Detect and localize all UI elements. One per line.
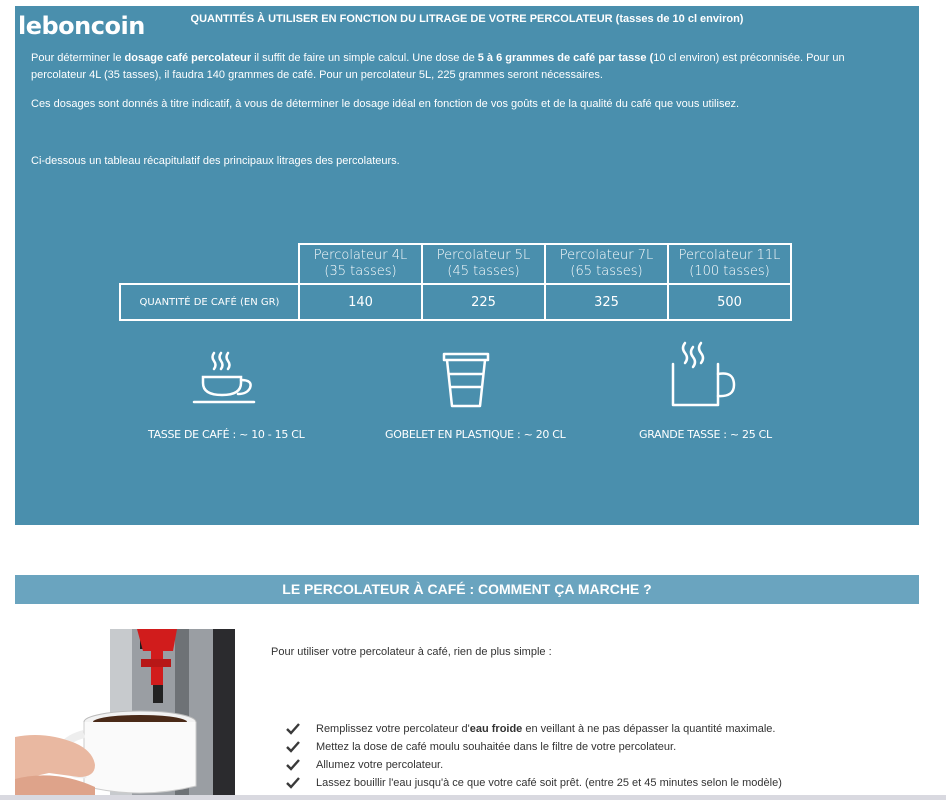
steps-list — [286, 720, 782, 792]
coffee-cup-label: TASSE DE CAFÉ : ~ 10 - 15 CL — [148, 428, 305, 441]
plastic-cup-label: GOBELET EN PLASTIQUE : ~ 20 CL — [385, 428, 566, 441]
leboncoin-logo[interactable]: leboncoin — [18, 12, 145, 40]
table-cell: 140 — [299, 284, 422, 320]
list-item: Remplissez votre percolateur d'eau froide en veillant à ne pas dépasser la quantité maximale. — [286, 720, 782, 738]
coffee-cup-icon — [190, 349, 260, 409]
table-cell: 225 — [422, 284, 545, 320]
list-item: Mettez la dose de café moulu souhaitée dans le filtre de votre percolateur. — [286, 738, 782, 756]
dosage-table — [119, 243, 792, 321]
plastic-cup-icon — [440, 349, 492, 411]
table-header-cell: Percolateur 4L (35 tasses) — [299, 244, 422, 284]
table-row — [120, 284, 791, 320]
table-header-cell: Percolateur 11L (100 tasses) — [668, 244, 791, 284]
mug-label: GRANDE TASSE : ~ 25 CL — [639, 428, 772, 441]
table-header-row — [120, 244, 791, 284]
table-cell: 500 — [668, 284, 791, 320]
dosage-panel — [15, 6, 919, 525]
check-icon — [286, 756, 300, 774]
panel-heading: QUANTITÉS À UTILISER EN FONCTION DU LITRAGE DE VOTRE PERCOLATEUR (tasses de 10 cl environ) — [190, 13, 744, 25]
usage-intro: Pour utiliser votre percolateur à café, rien de plus simple : — [271, 646, 552, 658]
row-label: QUANTITÉ DE CAFÉ (EN GR) — [120, 284, 299, 320]
table-header-cell: Percolateur 7L (65 tasses) — [545, 244, 668, 284]
section-title: LE PERCOLATEUR À CAFÉ : COMMENT ÇA MARCHE ? — [15, 575, 919, 604]
mug-icon — [666, 339, 742, 409]
list-item: Allumez votre percolateur. — [286, 756, 782, 774]
indicative-paragraph: Ces dosages sont donnés à titre indicatif, à vous de déterminer le dosage idéal en fonction de vos goûts et de la qualité du café que vous utilisez. — [31, 98, 740, 110]
dosage-paragraph: Pour déterminer le dosage café percolateur il suffit de faire un simple calcul. Une dose de 5 à 6 grammes de café par tasse (10 cl environ) est préconnisée. Pour un percolateur 4L (35 tasses), il faudra 140 grammes de café. Pour un percolateur 5L, 225 grammes seront nécessaires. — [31, 52, 845, 81]
check-icon — [286, 738, 300, 756]
list-item: Lassez bouillir l'eau jusqu'à ce que votre café soit prêt. (entre 25 et 45 minutes selon le modèle) — [286, 774, 782, 792]
window-bottom-strip — [0, 795, 946, 800]
table-header-cell: Percolateur 5L (45 tasses) — [422, 244, 545, 284]
table-intro-paragraph: Ci-dessous un tableau récapitulatif des principaux litrages des percolateurs. — [31, 155, 400, 167]
table-cell: 325 — [545, 284, 668, 320]
check-icon — [286, 720, 300, 738]
check-icon — [286, 774, 300, 792]
percolator-photo — [15, 629, 235, 800]
